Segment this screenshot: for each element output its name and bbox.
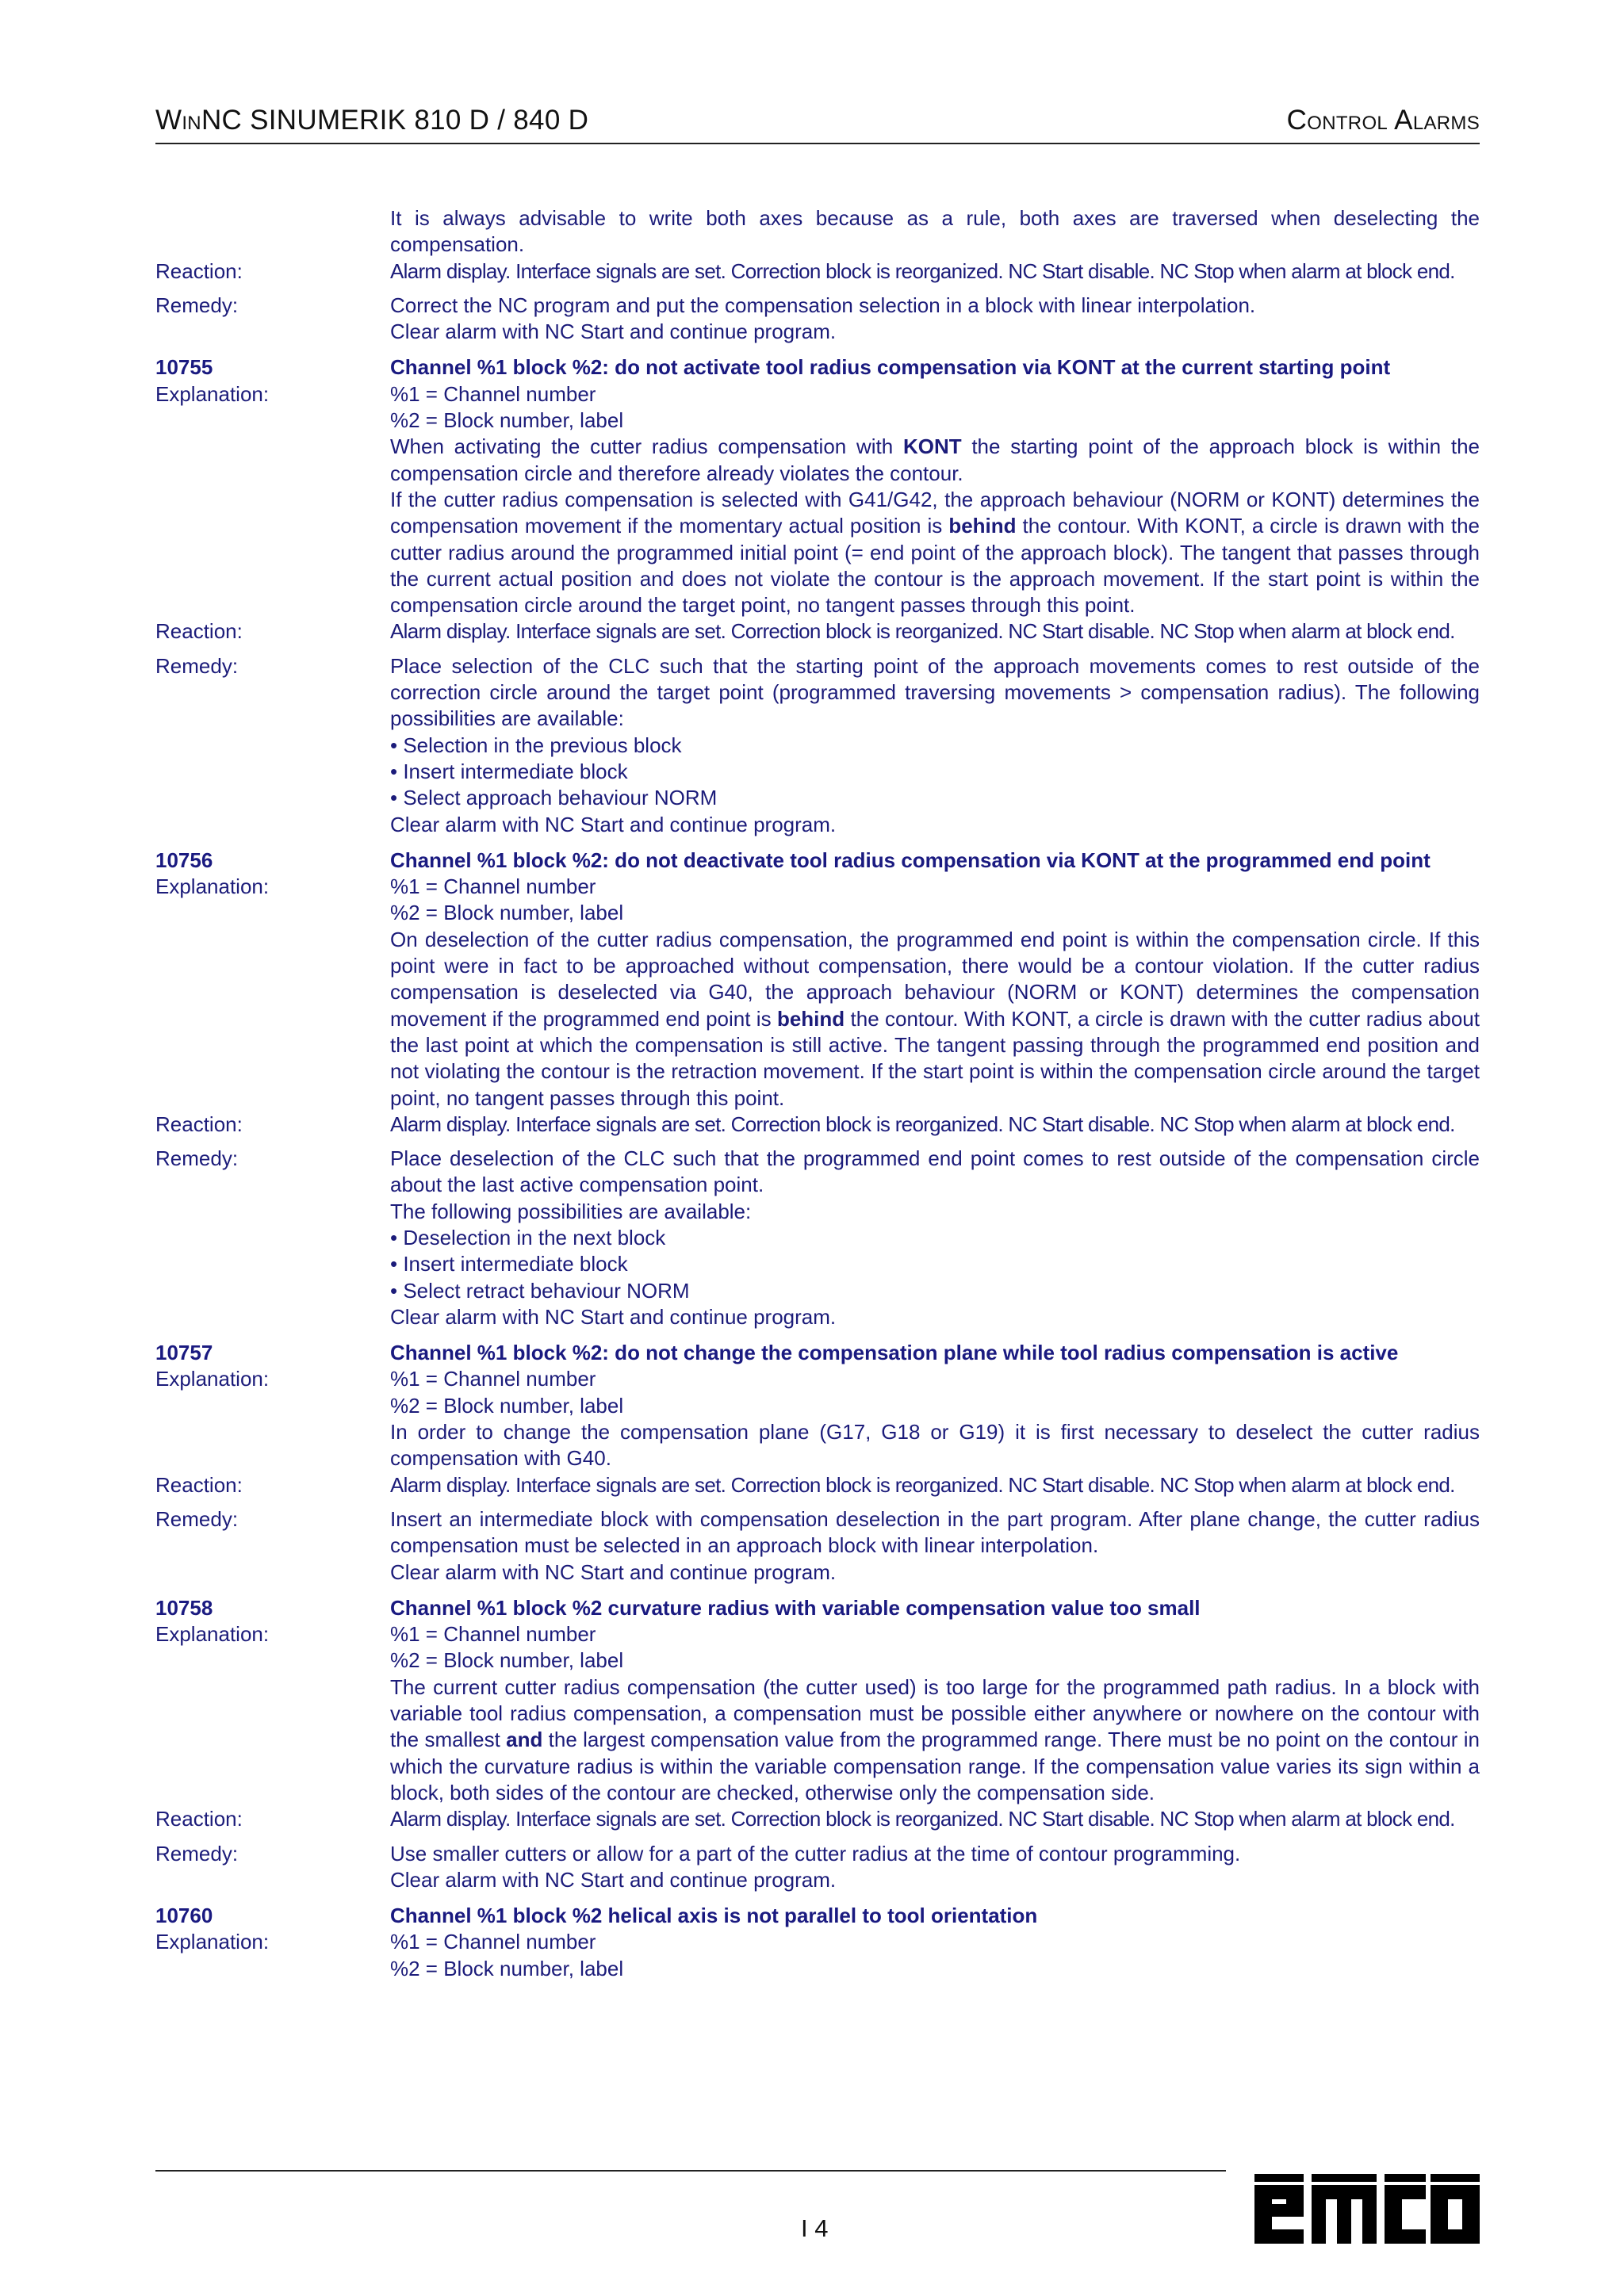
intro-remedy: Remedy: Correct the NC program and put the compensation selection in a block with linear interpolation. Clear alarm with NC Start and continue program. [155,293,1256,344]
alarm-number: 10755 [155,355,213,380]
intro-reaction: Reaction: Alarm display. Interface signals are set. Correction block is reorganized. NC Start disable. NC Stop when alarm at block end. [155,258,1455,283]
alarm-title: Channel %1 block %2: do not change the compensation plane while tool radius compensation is active [390,1341,1399,1365]
page-header [155,95,1480,144]
alarm-10757 [155,1340,1480,1366]
footer-divider [155,2170,1226,2172]
alarm-remedy: Remedy: Place deselection of the CLC such that the programmed end point comes to rest outside of the compensation circle about the last active compensation point. The following possibilities are available: • Deselection in the next block • Insert intermediate block • Select retract behaviour NORM Clear alarm with NC Start and continue program. [155,1146,1480,1329]
alarm-list [155,205,1480,1982]
alarm-explanation: Explanation: %1 = Channel number %2 = Block number, label The current cutter radius compensation (the cutter used) is too large for the programmed path radius. In a block with variable tool radius compensation, a compensation must be possible either anywhere or nowhere on the contour with the smallest and the largest compensation value from the programmed range. There must be no point on the contour in which the curvature radius is within the variable compensation range. If the compensation value varies its sign within a block, both sides of the contour are checked, otherwise only the compensation side. [155,1621,1480,1806]
alarm-reaction: Reaction: Alarm display. Interface signals are set. Correction block is reorganized. NC Start disable. NC Stop when alarm at block end. [155,1807,1455,1831]
alarm-explanation: Explanation: %1 = Channel number %2 = Block number, label In order to change the compensation plane (G17, G18 or G19) it is first necessary to deselect the cutter radius compensation with G40. [155,1367,1480,1471]
alarm-explanation: Explanation: %1 = Channel number %2 = Block number, label When activating the cutter radius compensation with KONT the starting point of the approach block is within the compensation circle and therefore already violates the contour. If the cutter radius compensation is selected with G41/G42, the approach behaviour (NORM or KONT) determines the compensation movement if the momentary actual position is behind the contour. With KONT, a circle is drawn with the cutter radius around the programmed initial point (= end point of the approach block). The tangent that passes through the current actual position and does not violate the contour is the approach movement. If the start point is within the compensation circle around the target point, no tangent passes through this point. [155,381,1480,619]
section-title: CONTROL ALARMS [1286,105,1480,136]
alarm-10756 [155,848,1480,874]
alarm-title: Channel %1 block %2: do not deactivate tool radius compensation via KONT at the programmed end point [390,848,1431,872]
emco-logo [1254,2174,1480,2244]
alarm-explanation: Explanation: %1 = Channel number %2 = Block number, label On deselection of the cutter radius compensation, the programmed end point is within the compensation circle. If this point were in fact to be approached without compensation, there would be a contour violation. If the cutter radius compensation is deselected via G40, the approach behaviour (NORM or KONT) determines the compensation movement if the programmed end point is behind the contour. With KONT, a circle is drawn with the cutter radius about the last point at which the compensation is still active. The tangent passing through the programmed end position and not violating the contour is the retraction movement. If the start point is within the compensation circle around the target point, no tangent passes through this point. [155,874,1480,1112]
alarm-title: Channel %1 block %2 helical axis is not parallel to tool orientation [390,1904,1038,1928]
alarm-10760 [155,1903,1480,1929]
alarm-remedy: Remedy: Place selection of the CLC such that the starting point of the approach movements comes to rest outside of the correction circle around the target point (programmed traversing movements > compensation radius). The following possibilities are available: • Selection in the previous block • Insert intermediate block • Select approach behaviour NORM Clear alarm with NC Start and continue program. [155,653,1480,836]
intro-continuation: It is always advisable to write both axes because as a rule, both axes are traversed when deselecting the compensation. [390,206,1480,257]
alarm-reaction: Reaction: Alarm display. Interface signals are set. Correction block is reorganized. NC Start disable. NC Stop when alarm at block end. [155,1472,1455,1497]
alarm-remedy: Remedy: Insert an intermediate block with compensation deselection in the part program. After plane change, the cutter radius compensation must be selected in an approach block with linear interpolation. Clear alarm with NC Start and continue program. [155,1506,1480,1584]
alarm-number: 10757 [155,1341,213,1365]
explanation-paragraph: When activating the cutter radius compensation with KONT the starting point of the approach block is within the compensation circle and therefore already violates the contour. [390,434,1480,485]
alarm-explanation: Explanation: %1 = Channel number %2 = Block number, label [155,1930,624,1980]
explanation-paragraph: The current cutter radius compensation (the cutter used) is too large for the programmed path radius. In a block with variable tool radius compensation, a compensation must be possible either anywhere or nowhere on the contour with the smallest and the largest compensation value from the programmed range. There must be no point on the contour in which the curvature radius is within the variable compensation range. If the compensation value varies its sign within a block, both sides of the contour are checked, otherwise only the compensation side. [390,1674,1480,1804]
alarm-reaction: Reaction: Alarm display. Interface signals are set. Correction block is reorganized. NC Start disable. NC Stop when alarm at block end. [155,619,1455,644]
alarm-reaction: Reaction: Alarm display. Interface signals are set. Correction block is reorganized. NC Start disable. NC Stop when alarm at block end. [155,1112,1455,1136]
explanation-paragraph: On deselection of the cutter radius compensation, the programmed end point is within the compensation circle. If this point were in fact to be approached without compensation, there would be a contour violation. If the cutter radius compensation is deselected via G40, the approach behaviour (NORM or KONT) determines the compensation movement if the programmed end point is behind the contour. With KONT, a circle is drawn with the cutter radius about the last point at which the compensation is still active. The tangent passing through the programmed end position and not violating the contour is the retraction movement. If the start point is within the compensation circle around the target point, no tangent passes through this point. [390,927,1480,1110]
explanation-paragraph: If the cutter radius compensation is selected with G41/G42, the approach behaviour (NORM or KONT) determines the compensation movement if the momentary actual position is behind the contour. With KONT, a circle is drawn with the cutter radius around the programmed initial point (= end point of the approach block). The tangent that passes through the current actual position and does not violate the contour is the approach movement. If the start point is within the compensation circle around the target point, no tangent passes through this point. [390,487,1480,618]
document-title: WINNC SINUMERIK 810 D / 840 D [155,105,589,136]
alarm-10758 [155,1595,1480,1621]
alarm-number: 10756 [155,848,213,872]
alarm-number: 10758 [155,1595,213,1620]
alarm-title: Channel %1 block %2: do not activate tool radius compensation via KONT at the current starting point [390,355,1391,380]
alarm-remedy: Remedy: Use smaller cutters or allow for a part of the cutter radius at the time of contour programming. Clear alarm with NC Start and continue program. [155,1841,1241,1892]
alarm-title: Channel %1 block %2 curvature radius with variable compensation value too small [390,1595,1201,1620]
alarm-number: 10760 [155,1904,213,1928]
alarm-10755 [155,354,1480,381]
page-number: I 4 [801,2214,829,2242]
